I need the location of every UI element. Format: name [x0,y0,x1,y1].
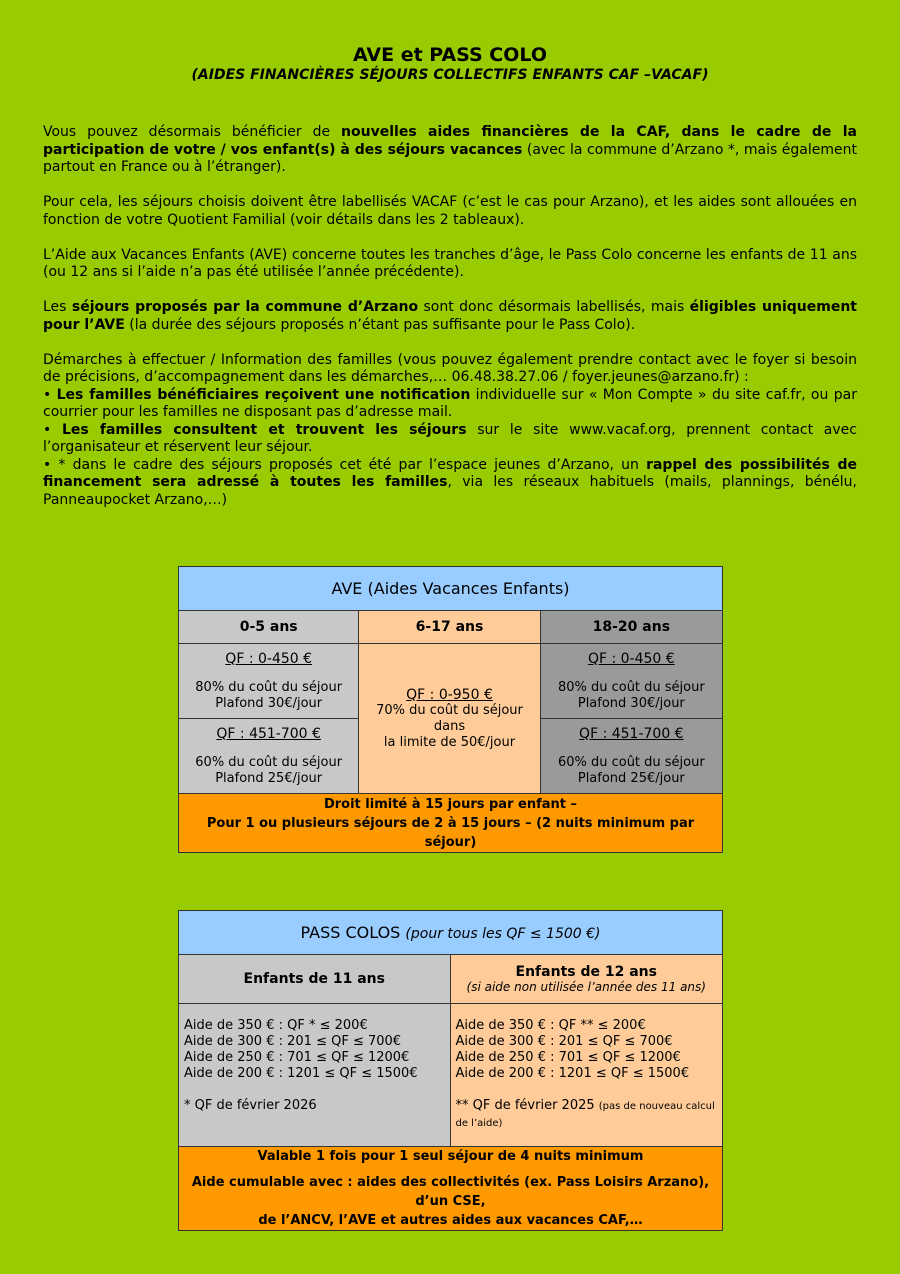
qf-label: QF : 451-700 € [579,725,684,742]
ave-18-20-qf1-cell: QF : 0-450 € 80% du coût du séjour Plafond 30€/jour [540,644,722,719]
pass-header: PASS COLOS (pour tous les QF ≤ 1500 €) [179,911,723,955]
ave-6-17-cell: QF : 0-950 € 70% du coût du séjour dans la limite de 50€/jour [359,644,540,794]
ave-0-5-qf1-cell: QF : 0-450 € 80% du coût du séjour Plafond 30€/jour [179,644,359,719]
qf-label: QF : 451-700 € [216,725,321,742]
aid-line: Aide de 350 € : QF ** ≤ 200€ [455,1018,646,1033]
pass-col-12-ans: Enfants de 12 ans (si aide non utilisée l’année des 11 ans) [450,955,723,1004]
ave-0-5-qf2-cell: QF : 451-700 € 60% du coût du séjour Plafond 25€/jour [179,719,359,794]
page-subtitle: (AIDES FINANCIÈRES SÉJOURS COLLECTIFS ENFANTS CAF –VACAF) [191,67,709,83]
pass-12-ans-details [450,1004,723,1147]
qf-label: QF : 0-950 € [406,686,493,703]
pass-11-ans-details [179,1004,451,1147]
page-title: AVE et PASS COLO [353,44,547,66]
intro-text [43,124,857,509]
bullet-2: • Les familles consultent et trouvent les séjours sur le site www.vacaf.org, prennent contact avec l’organisateur et réservent leur séjour. [43,421,857,455]
ave-footer: Droit limité à 15 jours par enfant – Pour 1 ou plusieurs séjours de 2 à 15 jours – (2 nuits minimum par séjour) [179,794,723,853]
ave-col-6-17: 6-17 ans [359,611,540,644]
pass-footer: Valable 1 fois pour 1 seul séjour de 4 nuits minimum Aide cumulable avec : aides des collectivités (ex. Pass Loisirs Arzano), d’un CSE, de l’ANCV, l’AVE et autres aides aux vacances CAF,… [179,1147,723,1231]
qf-label: QF : 0-450 € [225,650,313,667]
aid-line: Aide de 250 € : 701 ≤ QF ≤ 1200€ [184,1050,410,1065]
qf-note: * QF de février 2026 [184,1098,317,1113]
paragraph-3: L’Aide aux Vacances Enfants (AVE) concerne toutes les tranches d’âge, le Pass Colo concerne les enfants de 11 ans (ou 12 ans si l’aide n’a pas été utilisée l’année précédente). [43,246,857,280]
qf-note: ** QF de février 2025 (pas de nouveau calcul de l’aide) [455,1098,715,1129]
aid-line: Aide de 200 € : 1201 ≤ QF ≤ 1500€ [455,1066,690,1081]
ave-col-18-20: 18-20 ans [540,611,722,644]
aid-line: Aide de 250 € : 701 ≤ QF ≤ 1200€ [455,1050,681,1065]
paragraph-4: Les séjours proposés par la commune d’Arzano sont donc désormais labellisés, mais éligibles uniquement pour l’AVE (la durée des séjours proposés n’étant pas suffisante pour le Pass Colo). [43,299,857,333]
paragraph-2: Pour cela, les séjours choisis doivent être labellisés VACAF (c’est le cas pour Arzano), et les aides sont allouées en fonction de votre Quotient Familial (voir détails dans les 2 tableaux). [43,194,857,228]
ave-col-0-5: 0-5 ans [179,611,359,644]
ave-header: AVE (Aides Vacances Enfants) [179,567,723,611]
aid-line: Aide de 300 € : 201 ≤ QF ≤ 700€ [184,1034,402,1049]
bullet-3: • * dans le cadre des séjours proposés cet été par l’espace jeunes d’Arzano, un rappel des possibilités de financement sera adressé à toutes les familles, via les réseaux habituels (mails, plannings, bénélu, Panneaupocket Arzano,…) [43,456,857,508]
paragraph-5: Démarches à effectuer / Information des familles (vous pouvez également prendre contact avec le foyer si besoin de précisions, d’accompagnement dans les démarches,… 06.48.38.27.06 / foyer.jeunes@arzano.fr) : [43,351,857,385]
aid-line: Aide de 350 € : QF * ≤ 200€ [184,1018,368,1033]
ave-table [178,566,723,853]
qf-label: QF : 0-450 € [587,650,675,667]
aid-line: Aide de 300 € : 201 ≤ QF ≤ 700€ [455,1034,673,1049]
ave-18-20-qf2-cell: QF : 451-700 € 60% du coût du séjour Plafond 25€/jour [540,719,722,794]
bullet-1: • Les familles bénéficiaires reçoivent une notification individuelle sur « Mon Compte » du site caf.fr, ou par courrier pour les familles ne disposant pas d’adresse mail. [43,386,857,420]
aid-line: Aide de 200 € : 1201 ≤ QF ≤ 1500€ [184,1066,418,1081]
paragraph-1: Vous pouvez désormais bénéficier de nouvelles aides financières de la CAF, dans le cadre de la participation de votre / vos enfant(s) à des séjours vacances (avec la commune d’Arzano *, mais également partout en France ou à l’étranger). [43,124,857,175]
pass-colos-table [178,910,723,1231]
pass-col-11-ans: Enfants de 11 ans [179,955,451,1004]
